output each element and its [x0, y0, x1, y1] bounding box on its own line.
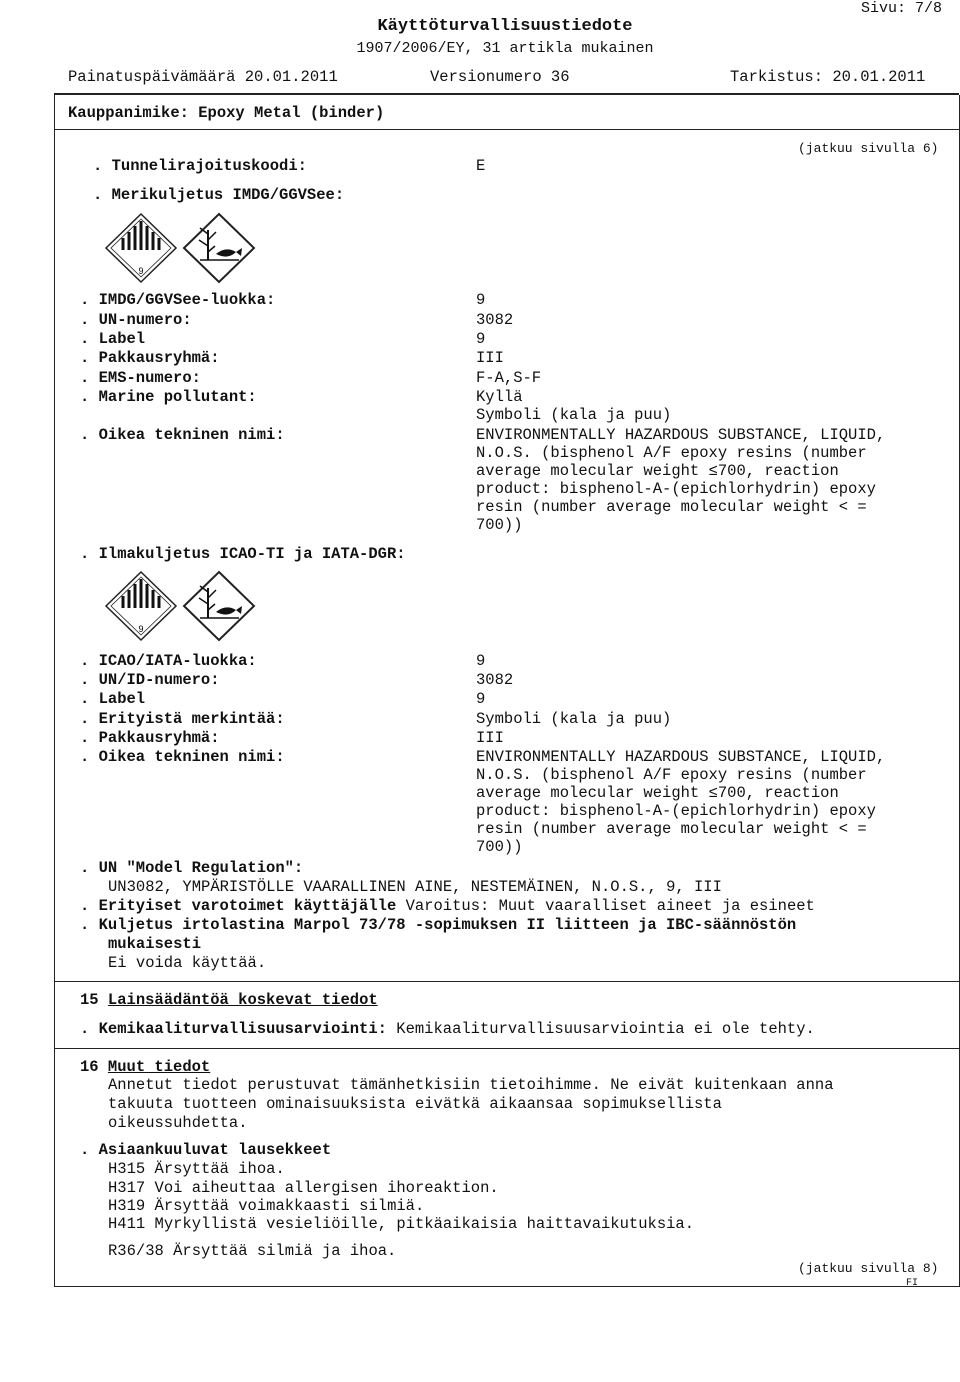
imdg-label-label: . Label	[80, 330, 146, 348]
icao-heading: . Ilmakuljetus ICAO-TI ja IATA-DGR:	[80, 545, 406, 563]
class-9-number: 9	[138, 624, 144, 634]
imdg-heading: . Merikuljetus IMDG/GGVSee:	[93, 186, 345, 204]
icao-label-value: 9	[476, 690, 486, 708]
precautions-value: Varoitus: Muut vaaralliset aineet ja esineet	[405, 897, 815, 915]
icao-technical-name-value: ENVIRONMENTALLY HAZARDOUS SUBSTANCE, LIQUID, N.O.S. (bisphenol A/F epoxy resins (number average molecular weight ≤700, reaction product: bisphenol-A-(epichlorhydrin) epoxy resin (number average molecular weight < = 700))	[476, 748, 886, 856]
precautions-row	[80, 897, 815, 915]
environment-fish-tree-icon	[184, 214, 254, 282]
phrase-text: Ärsyttää voimakkaasti silmiä.	[154, 1197, 425, 1215]
phrase-row	[108, 1160, 285, 1178]
r-phrase: R36/38 Ärsyttää silmiä ja ihoa.	[108, 1242, 397, 1260]
icao-class-label: . ICAO/IATA-luokka:	[80, 652, 257, 670]
imdg-technical-name-value: ENVIRONMENTALLY HAZARDOUS SUBSTANCE, LIQUID, N.O.S. (bisphenol A/F epoxy resins (number average molecular weight ≤700, reaction product: bisphenol-A-(epichlorhydrin) epoxy resin (number average molecular weight < = 700))	[476, 426, 886, 534]
environment-fish-tree-icon	[184, 572, 254, 640]
disclaimer-line-3: oikeussuhdetta.	[108, 1114, 248, 1132]
document-title: Käyttöturvallisuustiedote	[377, 17, 633, 36]
icao-un-label: . UN/ID-numero:	[80, 671, 220, 689]
imdg-label-value: 9	[476, 330, 486, 348]
imdg-class-label: . IMDG/GGVSee-luokka:	[80, 291, 276, 309]
precautions-label: . Erityiset varotoimet käyttäjälle	[80, 897, 397, 915]
bulk-transport-value: Ei voida käyttää.	[108, 954, 267, 972]
icao-technical-name-label: . Oikea tekninen nimi:	[80, 748, 285, 766]
imdg-marine-pollutant-value: Kyllä	[476, 388, 523, 406]
class-9-number: 9	[138, 266, 144, 276]
imdg-marine-symbol: Symboli (kala ja puu)	[476, 406, 672, 424]
continued-to-note: (jatkuu sivulla 8)	[798, 1261, 939, 1276]
imdg-pictograms	[104, 210, 264, 296]
section-16-title: Muut tiedot	[107, 1058, 211, 1076]
icao-packing-value: III	[476, 729, 504, 747]
phrase-row	[108, 1197, 424, 1215]
chemical-safety-value: Kemikaaliturvallisuusarviointia ei ole tehty.	[396, 1020, 815, 1038]
phrase-text: Voi aiheuttaa allergisen ihoreaktion.	[154, 1179, 499, 1197]
imdg-class-value: 9	[476, 291, 486, 309]
imdg-packing-label: . Pakkausryhmä:	[80, 349, 220, 367]
phrase-code: H315	[108, 1160, 146, 1178]
disclaimer-line-1: Annetut tiedot perustuvat tämänhetkisiin tietoihimme. Ne eivät kuitenkaan anna	[108, 1076, 834, 1094]
bottom-rule	[54, 1286, 959, 1287]
continued-from-note: (jatkuu sivulla 6)	[798, 141, 939, 156]
class-9-hazard-diamond-icon	[106, 572, 176, 640]
phrase-row	[108, 1179, 499, 1197]
phrase-text: Ärsyttää ihoa.	[154, 1160, 285, 1178]
chemical-safety-row	[80, 1020, 815, 1038]
class-9-hazard-diamond-icon	[106, 214, 176, 282]
icao-packing-label: . Pakkausryhmä:	[80, 729, 220, 747]
imdg-technical-name-label: . Oikea tekninen nimi:	[80, 426, 285, 444]
section-15-title: Lainsäädäntöä koskevat tiedot	[107, 991, 378, 1009]
un-model-label: . UN "Model Regulation":	[80, 859, 304, 877]
section-15-number: 15	[80, 991, 99, 1009]
revision-date: Tarkistus: 20.01.2011	[730, 68, 926, 86]
icao-pictograms	[104, 568, 264, 654]
imdg-ems-value: F-A,S-F	[476, 369, 542, 387]
tunnel-code-value: E	[476, 157, 486, 175]
imdg-un-value: 3082	[476, 311, 514, 329]
page-number: Sivu: 7/8	[860, 0, 942, 17]
phrase-code: H319	[108, 1197, 146, 1215]
icao-label-label: . Label	[80, 690, 146, 708]
phrase-code: H411	[108, 1215, 146, 1233]
icao-special-marking-label: . Erityistä merkintää:	[80, 710, 285, 728]
icao-special-marking-value: Symboli (kala ja puu)	[476, 710, 672, 728]
disclaimer-line-2: takuuta tuotteen ominaisuuksista eivätkä aikaansaa sopimuksellista	[108, 1095, 722, 1113]
tunnel-code-label: . Tunnelirajoituskoodi:	[93, 157, 307, 175]
print-date: Painatuspäivämäärä 20.01.2011	[68, 68, 338, 86]
trade-name: Kauppanimike: Epoxy Metal (binder)	[68, 104, 385, 122]
section-15-heading	[80, 991, 378, 1009]
bulk-transport-label-2: mukaisesti	[108, 935, 202, 953]
section-15-top-rule	[54, 981, 959, 982]
phrase-code: H317	[108, 1179, 146, 1197]
relevant-phrases-heading: . Asiaankuuluvat lausekkeet	[80, 1141, 332, 1159]
chemical-safety-label: . Kemikaaliturvallisuusarviointi:	[80, 1020, 387, 1038]
section-16-heading	[80, 1058, 210, 1076]
un-model-value: UN3082, YMPÄRISTÖLLE VAARALLINEN AINE, NESTEMÄINEN, N.O.S., 9, III	[108, 878, 722, 896]
section-16-number: 16	[80, 1058, 99, 1076]
section-16-top-rule	[54, 1048, 959, 1049]
icao-un-value: 3082	[476, 671, 514, 689]
phrase-text: Myrkyllistä vesieliöille, pitkäaikaisia haittavaikutuksia.	[154, 1215, 695, 1233]
version-number: Versionumero 36	[430, 68, 570, 86]
imdg-packing-value: III	[476, 349, 504, 367]
phrase-row	[108, 1215, 694, 1233]
bulk-transport-label: . Kuljetus irtolastina Marpol 73/78 -sopimuksen II liitteen ja IBC-säännöstön	[80, 916, 797, 934]
imdg-marine-pollutant-label: . Marine pollutant:	[80, 388, 257, 406]
language-code: FI	[906, 1278, 919, 1289]
imdg-ems-label: . EMS-numero:	[80, 369, 201, 387]
imdg-un-label: . UN-numero:	[80, 311, 192, 329]
icao-class-value: 9	[476, 652, 486, 670]
document-subtitle: 1907/2006/EY, 31 artikla mukainen	[356, 40, 654, 57]
